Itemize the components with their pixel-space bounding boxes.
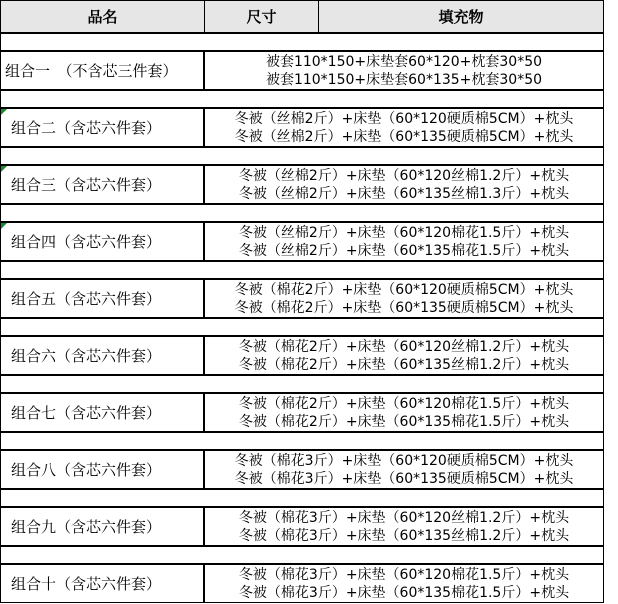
contents-line: 被套110*150+床垫套60*120+枕套30*50 bbox=[265, 53, 543, 70]
group-contents-cell[interactable] bbox=[204, 336, 604, 375]
group-name: 组合二（含芯六件套） bbox=[11, 119, 162, 137]
spacer-row bbox=[0, 432, 604, 450]
header-name: 品名 bbox=[0, 0, 204, 33]
group-contents-cell[interactable] bbox=[204, 279, 604, 318]
group-name: 组合九（含芯六件套） bbox=[11, 518, 162, 536]
group-contents-cell[interactable] bbox=[204, 564, 604, 603]
group-name-cell[interactable] bbox=[0, 336, 204, 375]
spacer-row bbox=[0, 489, 604, 507]
spacer-row bbox=[0, 90, 604, 108]
contents-line: 冬被（棉花3斤）+床垫（60*120硬质棉5CM）+枕头 bbox=[234, 452, 574, 469]
contents-line: 冬被（棉花3斤）+床垫（60*120棉花1.5斤）+枕头 bbox=[238, 566, 570, 583]
group-name-cell[interactable] bbox=[0, 393, 204, 432]
group-name-cell[interactable] bbox=[0, 165, 204, 204]
header-fill: 填充物 bbox=[318, 0, 604, 33]
group-name-cell[interactable] bbox=[0, 51, 204, 90]
group-name-cell[interactable] bbox=[0, 450, 204, 489]
contents-line: 冬被（丝棉2斤）+床垫（60*135硬质棉5CM）+枕头 bbox=[234, 128, 574, 145]
group-name-cell[interactable] bbox=[0, 507, 204, 546]
contents-line: 冬被（丝棉2斤）+床垫（60*120丝棉1.2斤）+枕头 bbox=[238, 167, 570, 184]
contents-line: 冬被（丝棉2斤）+床垫（60*120硬质棉5CM）+枕头 bbox=[234, 110, 574, 127]
group-name: 组合一 （不含芯三件套） bbox=[5, 62, 178, 80]
contents-line: 冬被（棉花2斤）+床垫（60*135硬质棉5CM）+枕头 bbox=[234, 299, 574, 316]
group-name: 组合八（含芯六件套） bbox=[11, 461, 162, 479]
contents-line: 冬被（棉花2斤）+床垫（60*135丝棉1.2斤）+枕头 bbox=[238, 356, 570, 373]
comment-marker-icon bbox=[1, 166, 7, 172]
group-name: 组合四（含芯六件套） bbox=[11, 233, 162, 251]
contents-line: 冬被（棉花2斤）+床垫（60*135棉花1.5斤）+枕头 bbox=[238, 413, 570, 430]
group-name-cell[interactable] bbox=[0, 108, 204, 147]
spacer-row bbox=[0, 261, 604, 279]
contents-line: 冬被（棉花3斤）+床垫（60*135硬质棉5CM）+枕头 bbox=[234, 470, 574, 487]
comment-marker-icon bbox=[1, 109, 7, 115]
contents-line: 冬被（棉花2斤）+床垫（60*120棉花1.5斤）+枕头 bbox=[238, 395, 570, 412]
contents-line: 冬被（丝棉2斤）+床垫（60*135棉花1.5斤）+枕头 bbox=[238, 242, 570, 259]
contents-line: 被套110*150+床垫套60*135+枕套30*50 bbox=[265, 71, 543, 88]
contents-line: 冬被（棉花3斤）+床垫（60*135丝棉1.2斤）+枕头 bbox=[238, 527, 570, 544]
group-contents-cell[interactable] bbox=[204, 507, 604, 546]
spacer-row bbox=[0, 318, 604, 336]
contents-line: 冬被（棉花3斤）+床垫（60*135棉花1.5斤）+枕头 bbox=[238, 584, 570, 601]
group-contents-cell[interactable] bbox=[204, 393, 604, 432]
contents-line: 冬被（棉花2斤）+床垫（60*120硬质棉5CM）+枕头 bbox=[234, 281, 574, 298]
group-name: 组合六（含芯六件套） bbox=[11, 347, 162, 365]
header-size: 尺寸 bbox=[204, 0, 318, 33]
spacer-row bbox=[0, 147, 604, 165]
spacer-row bbox=[0, 375, 604, 393]
contents-line: 冬被（棉花2斤）+床垫（60*120丝棉1.2斤）+枕头 bbox=[238, 338, 570, 355]
group-name-cell[interactable] bbox=[0, 564, 204, 603]
group-name-cell[interactable] bbox=[0, 222, 204, 261]
group-contents-cell[interactable] bbox=[204, 108, 604, 147]
comment-marker-icon bbox=[1, 223, 7, 229]
group-contents-cell[interactable] bbox=[204, 222, 604, 261]
group-name: 组合五（含芯六件套） bbox=[11, 290, 162, 308]
group-name: 组合七（含芯六件套） bbox=[11, 404, 162, 422]
group-name-cell[interactable] bbox=[0, 279, 204, 318]
contents-line: 冬被（棉花3斤）+床垫（60*120丝棉1.2斤）+枕头 bbox=[238, 509, 570, 526]
group-contents-cell[interactable] bbox=[204, 450, 604, 489]
spacer-row bbox=[0, 204, 604, 222]
contents-line: 冬被（丝棉2斤）+床垫（60*135丝棉1.3斤）+枕头 bbox=[238, 185, 570, 202]
spacer-row bbox=[0, 33, 604, 51]
group-name: 组合十（含芯六件套） bbox=[11, 575, 162, 593]
group-contents-cell[interactable] bbox=[204, 165, 604, 204]
group-contents-cell[interactable] bbox=[204, 51, 604, 90]
spacer-row bbox=[0, 546, 604, 564]
group-name: 组合三（含芯六件套） bbox=[11, 176, 162, 194]
contents-line: 冬被（丝棉2斤）+床垫（60*120棉花1.5斤）+枕头 bbox=[238, 224, 570, 241]
